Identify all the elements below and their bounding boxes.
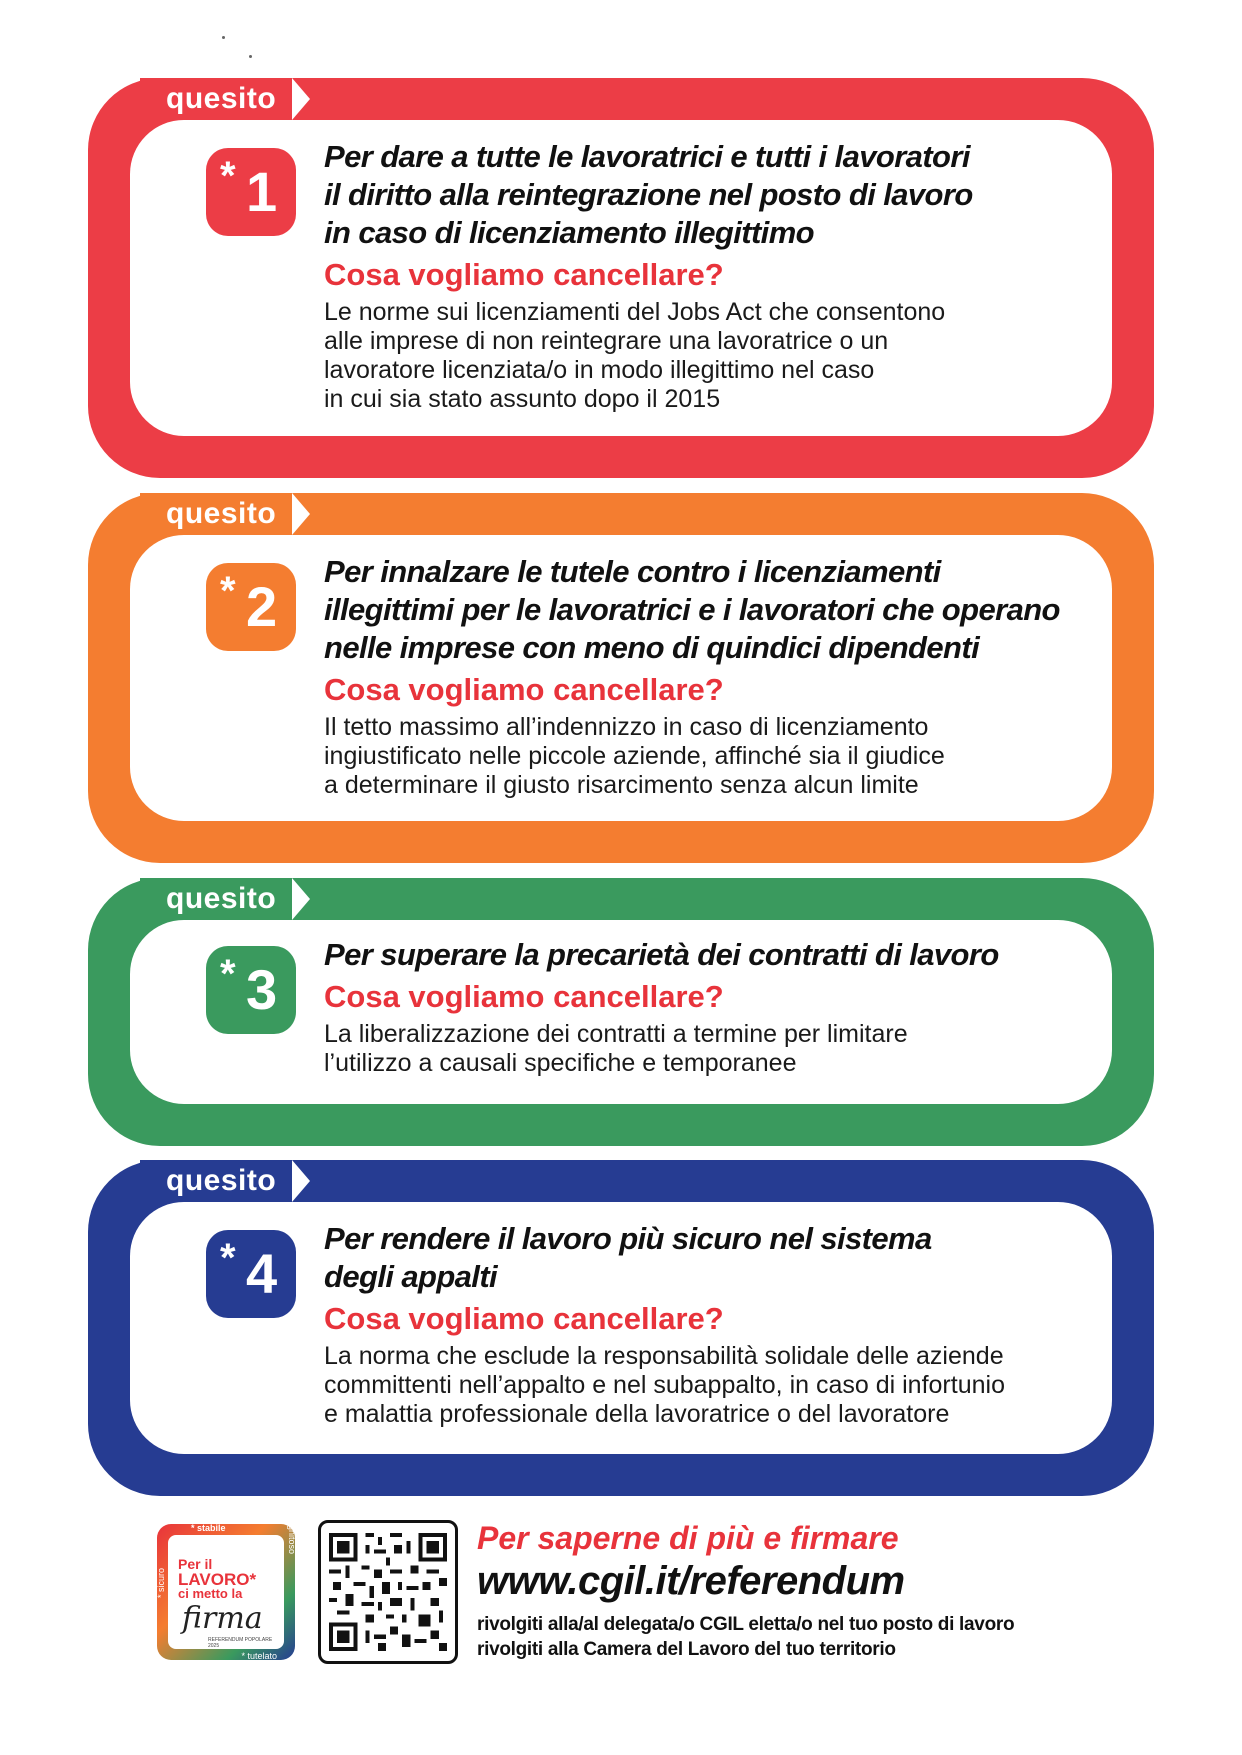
question-content <box>324 553 1072 800</box>
headline-line: degli appalti <box>324 1259 498 1294</box>
logo-text: LAVORO* <box>178 1570 257 1589</box>
question-headline <box>324 138 1072 252</box>
logo-side-label: * sicuro <box>156 1567 166 1598</box>
headline-line: Per dare a tutte le lavoratrici e tutti i lavoratori <box>324 139 970 174</box>
quesito-tab <box>140 878 292 920</box>
asterisk-icon: * <box>220 154 236 198</box>
logo-small-text: REFERENDUM POPOLARE 2025 <box>208 1637 273 1649</box>
ask-heading: Cosa vogliamo cancellare? <box>324 1301 724 1336</box>
description-line: alle imprese di non reintegrare una lavoratrice o un <box>324 327 889 355</box>
question-description <box>324 1342 1072 1429</box>
call-to-action <box>477 1518 1177 1662</box>
question-card-4 <box>88 1160 1154 1496</box>
description-line: in cui sia stato assunto dopo il 2015 <box>324 385 721 413</box>
question-card-2 <box>88 493 1154 863</box>
chevron-right-icon <box>292 493 310 535</box>
question-headline <box>324 553 1072 667</box>
description-line: La norma che esclude la responsabilità solidale delle aziende <box>324 1342 1004 1370</box>
logo-signature: firma <box>182 1601 263 1636</box>
question-number: 1 <box>246 160 278 223</box>
headline-line: Per rendere il lavoro più sicuro nel sistema <box>324 1221 932 1256</box>
ask-heading: Cosa vogliamo cancellare? <box>324 257 724 292</box>
question-number-badge <box>206 148 296 236</box>
question-headline <box>324 1220 1072 1296</box>
logo-text: Per il <box>178 1556 213 1572</box>
description-line: l’utilizzo a causali specifiche e temporanee <box>324 1049 797 1077</box>
question-number-badge <box>206 1230 296 1318</box>
question-card-1 <box>88 78 1154 478</box>
question-card-body <box>130 1202 1112 1454</box>
speck <box>222 36 225 39</box>
chevron-right-icon <box>292 1160 310 1202</box>
cta-title: Per saperne di più e firmare <box>477 1520 899 1556</box>
quesito-tab <box>140 493 292 535</box>
speck <box>249 55 252 58</box>
description-line: Le norme sui licenziamenti del Jobs Act che consentono <box>324 298 946 326</box>
quesito-label: quesito <box>166 497 277 530</box>
description-line: e malattia professionale della lavoratrice o del lavoratore <box>324 1400 950 1428</box>
headline-line: Per innalzare le tutele contro i licenziamenti <box>324 554 941 589</box>
question-content <box>324 1220 1072 1429</box>
logo-side-label: * stabile <box>191 1523 226 1533</box>
referendum-link[interactable]: www.cgil.it/referendum <box>477 1559 905 1603</box>
question-headline <box>324 936 1072 974</box>
question-number: 3 <box>246 958 278 1021</box>
headline-line: nelle imprese con meno di quindici dipendenti <box>324 630 980 665</box>
quesito-label: quesito <box>166 1164 277 1197</box>
description-line: a determinare il giusto risarcimento senza alcun limite <box>324 771 919 799</box>
headline-line: Per superare la precarietà dei contratti di lavoro <box>324 937 999 972</box>
description-line: La liberalizzazione dei contratti a termine per limitare <box>324 1020 908 1048</box>
logo-text: ci metto la <box>178 1586 243 1601</box>
asterisk-icon: * <box>220 952 236 996</box>
ask-heading: Cosa vogliamo cancellare? <box>324 979 724 1014</box>
referendum-logo <box>156 1511 297 1661</box>
question-description <box>324 713 1072 800</box>
logo-side-label: * tutelato <box>241 1651 277 1661</box>
question-description <box>324 298 1072 414</box>
question-number: 2 <box>246 575 278 638</box>
description-line: lavoratore licenziata/o in modo illegittimo nel caso <box>324 356 875 384</box>
headline-line: in caso di licenziamento illegittimo <box>324 215 814 250</box>
question-content <box>324 936 1072 1078</box>
question-description <box>324 1020 1072 1078</box>
description-line: ingiustificato nelle piccole aziende, affinché sia il giudice <box>324 742 945 770</box>
question-number-badge <box>206 563 296 651</box>
headline-line: il diritto alla reintegrazione nel posto di lavoro <box>324 177 973 212</box>
chevron-right-icon <box>292 78 310 120</box>
contact-note: rivolgiti alla Camera del Lavoro del tuo territorio <box>477 1639 896 1660</box>
question-number: 4 <box>246 1242 278 1305</box>
question-content <box>324 138 1072 414</box>
chevron-right-icon <box>292 878 310 920</box>
question-card-3 <box>88 878 1154 1146</box>
qr-code-icon <box>329 1531 447 1653</box>
quesito-label: quesito <box>166 882 277 915</box>
contact-note: rivolgiti alla/al delegata/o CGIL eletta/o nel tuo posto di lavoro <box>477 1614 1015 1635</box>
question-number-badge <box>206 946 296 1034</box>
quesito-tab <box>140 78 292 120</box>
question-card-body <box>130 535 1112 821</box>
logo-inner <box>168 1535 284 1649</box>
qr-code[interactable] <box>318 1520 458 1664</box>
quesito-tab <box>140 1160 292 1202</box>
quesito-label: quesito <box>166 82 277 115</box>
question-card-body <box>130 120 1112 436</box>
logo-side-label: * dignitoso <box>287 1511 297 1554</box>
asterisk-icon: * <box>220 569 236 613</box>
headline-line: illegittimi per le lavoratrici e i lavoratori che operano <box>324 592 1060 627</box>
ask-heading: Cosa vogliamo cancellare? <box>324 672 724 707</box>
description-line: committenti nell’appalto e nel subappalto, in caso di infortunio <box>324 1371 1005 1399</box>
description-line: Il tetto massimo all’indennizzo in caso di licenziamento <box>324 713 929 741</box>
question-card-body <box>130 920 1112 1104</box>
asterisk-icon: * <box>220 1236 236 1280</box>
